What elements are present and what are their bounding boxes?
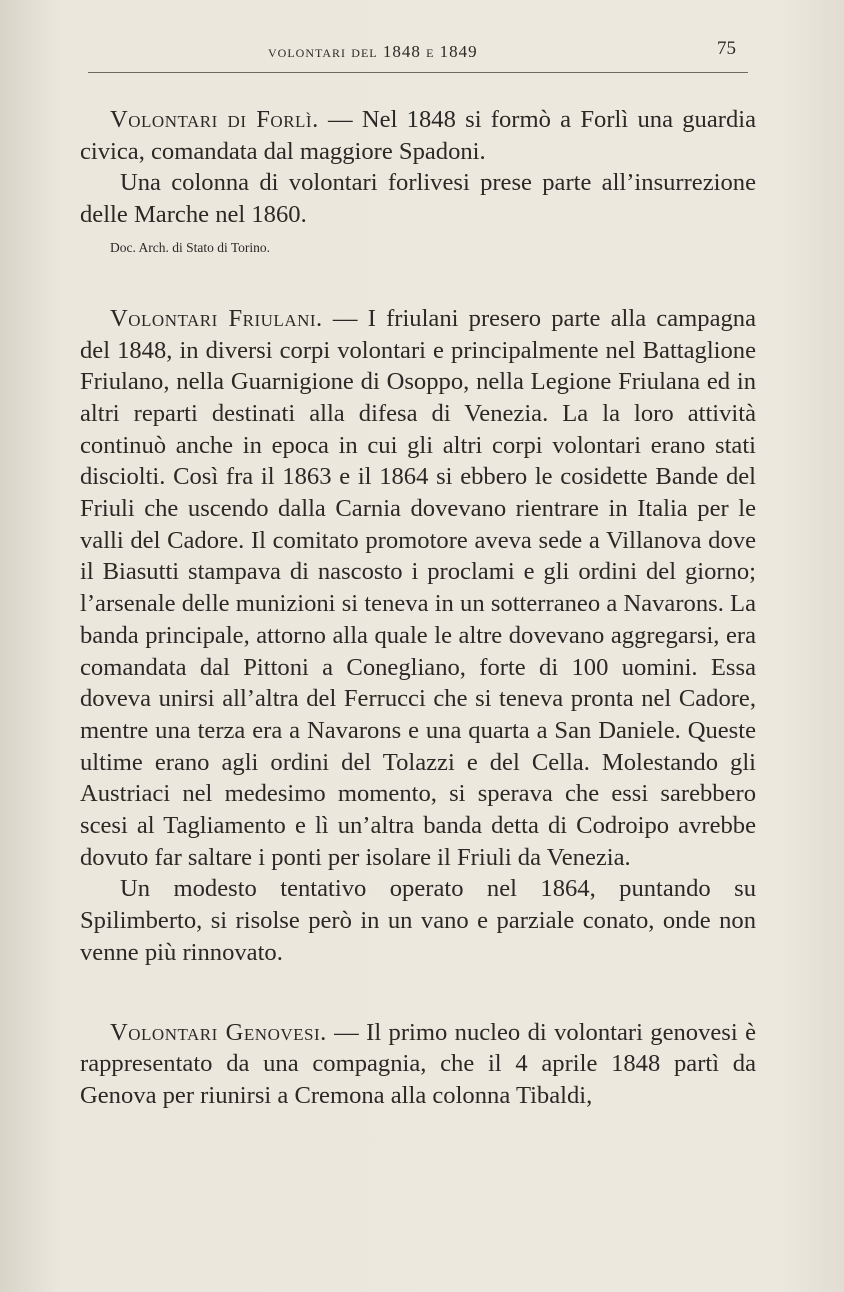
running-head bbox=[88, 38, 748, 78]
running-title: volontari del 1848 e 1849 bbox=[268, 42, 478, 61]
section-genovesi-paragraph-1 bbox=[80, 1017, 756, 1112]
page-body bbox=[80, 104, 756, 1112]
section-spacer bbox=[80, 257, 756, 303]
section-forli-paragraph-1 bbox=[80, 104, 756, 167]
heading-dash: — bbox=[318, 106, 362, 133]
header-rule bbox=[88, 72, 748, 73]
section-friulani-paragraph-2: Un modesto tentativo operato nel 1864, puntando su Spilimberto, si risolse però in un vano e parziale conato, onde non venne più rinnovato. bbox=[80, 875, 756, 966]
paragraph-text: I friulani presero parte alla campagna del 1848, in diversi corpi volontari e principalmente nel Battaglione Friulano, nella Guarnigione di Osoppo, nella Legione Friulana ed in altri reparti destinati alla difesa di Venezia. La la loro attività continuò anche in epoca in cui gli altri corpi volontari erano stati disciolti. Così fra il 1863 e il 1864 si ebbero le cosidette Bande del Friuli che uscendo dalla Carnia dovevano rientrare in Italia per le valli del Cadore. Il comitato promotore aveva sede a Villanova dove il Biasutti stampava di nascosto i proclami e gli ordini del giorno; l’arsenale delle munizioni si teneva in un sotterraneo a Navarons. La banda principale, attorno alla quale le altre dovevano aggregarsi, era comandata dal Pittoni a Conegliano, forte di 100 uomini. Essa doveva unirsi all’altra del Ferrucci che si teneva pronta nel Cadore, mentre una terza era a Navarons e una quarta a San Daniele. Queste ultime erano agli ordini del Tolazzi e del Cella. Molestando gli Austriaci nel medesimo momento, si sperava che essi sarebbero scesi al Tagliamento e lì un’altra banda detta di Codroipo avrebbe dovuto far saltare i ponti per isolare il Friuli da Venezia. bbox=[80, 304, 756, 871]
page-number: 75 bbox=[717, 38, 736, 59]
section-heading-friulani: Volontari Friulani. bbox=[110, 304, 323, 332]
paragraph-text: Nel 1848 si formò a Forlì una guardia civica, comandata dal maggiore Spadoni. bbox=[80, 106, 757, 165]
section-spacer bbox=[80, 969, 756, 1017]
section-forli-paragraph-2: Una colonna di volontari forlivesi prese parte all’insurrezione delle Marche nel 1860. bbox=[80, 169, 756, 229]
source-note: Doc. Arch. di Stato di Torino. bbox=[110, 239, 271, 255]
section-friulani-paragraph-1 bbox=[80, 303, 756, 874]
paragraph-text: Il primo nucleo di volontari genovesi è rappresentato da una compagnia, che il 4 aprile 1848 partì da Genova per riunirsi a Cremona alla colonna Tibaldi, bbox=[80, 1018, 756, 1109]
section-heading-genovesi: Volontari Genovesi. bbox=[110, 1018, 327, 1046]
section-heading-forli: Volontari di Forlì. bbox=[110, 106, 319, 133]
heading-dash: — bbox=[322, 304, 368, 332]
heading-dash: — bbox=[326, 1018, 367, 1046]
